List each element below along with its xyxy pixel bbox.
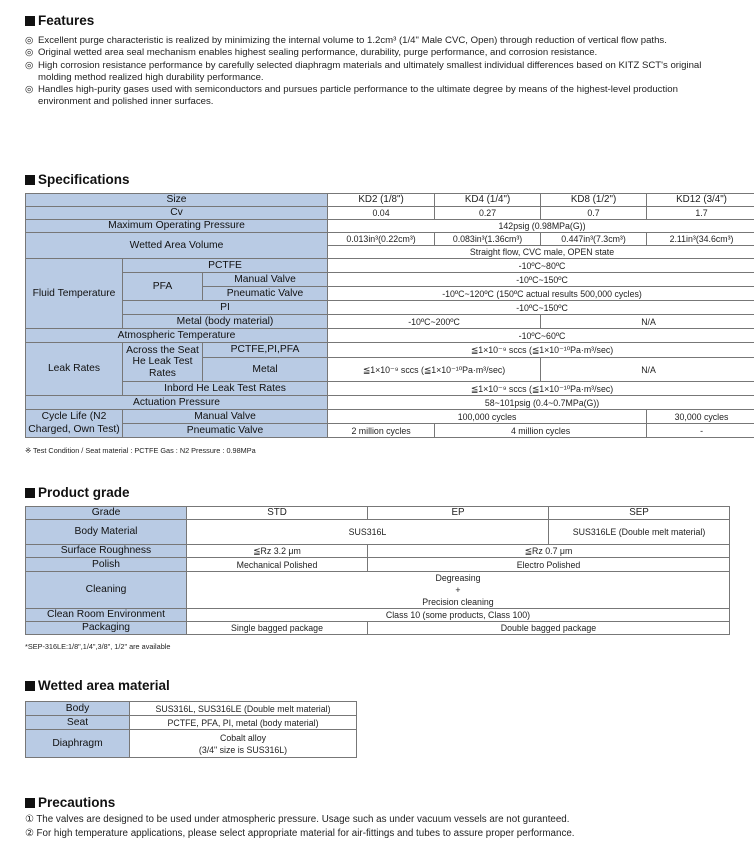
atm-temp-value: -10ºC~60ºC bbox=[328, 329, 754, 343]
body-material-std-ep: SUS316L bbox=[187, 520, 549, 545]
seat-leak-metal-na: N/A bbox=[541, 358, 754, 382]
feature-item: ◎ Excellent purge characteristic is realized by minimizing the internal volume to 1.2cm³ (1/4" Male CVC, Open) through reduction of vertical flow paths. bbox=[25, 35, 667, 46]
table-row bbox=[26, 382, 754, 396]
table-row bbox=[26, 233, 754, 246]
circle-bullet-icon: ◎ bbox=[25, 59, 34, 71]
wetted-volume-label: Wetted Area Volume bbox=[26, 233, 328, 259]
size-kd2: KD2 (1/8") bbox=[328, 194, 435, 207]
diaphragm-line: Cobalt alloy bbox=[220, 732, 266, 743]
cycle-pneumatic-mid: 4 million cycles bbox=[435, 424, 647, 438]
table-row bbox=[26, 424, 754, 438]
pi-value: -10ºC~150ºC bbox=[328, 301, 754, 315]
packaging-label: Packaging bbox=[26, 622, 187, 635]
table-row bbox=[26, 273, 754, 287]
grade-note: *SEP-316LE:1/8",1/4",3/8", 1/2" are available bbox=[25, 642, 171, 651]
table-row bbox=[26, 329, 754, 343]
actuation-value: 58~101psig (0.4~0.7MPa(G)) bbox=[328, 396, 754, 410]
features-list bbox=[25, 35, 720, 109]
cv-label: Cv bbox=[26, 207, 328, 220]
square-bullet-icon bbox=[25, 16, 35, 26]
grade-std: STD bbox=[187, 507, 368, 520]
diaphragm-line: (3/4" size is SUS316L) bbox=[198, 744, 288, 755]
body-material-sep: SUS316LE (Double melt material) bbox=[549, 520, 730, 545]
pfa-pneumatic-value: -10ºC~120ºC (150ºC actual results 500,000 cycles) bbox=[328, 287, 754, 301]
table-row bbox=[26, 410, 754, 424]
wetted-volume-value: 0.013in³(0.22cm³) bbox=[328, 233, 435, 246]
surface-roughness-ep-sep: ≦Rz 0.7 μm bbox=[368, 545, 730, 558]
polish-label: Polish bbox=[26, 558, 187, 572]
table-row bbox=[26, 545, 730, 558]
inbord-label: Inbord He Leak Test Rates bbox=[123, 382, 328, 396]
cycle-manual-value: 100,000 cycles bbox=[328, 410, 647, 424]
size-kd12: KD12 (3/4") bbox=[647, 194, 754, 207]
inbord-value: ≦1×10⁻⁹ sccs (≦1×10⁻¹⁰Pa·m³/sec) bbox=[328, 382, 754, 396]
clean-room-label: Clean Room Environment bbox=[26, 609, 187, 622]
size-label: Size bbox=[26, 194, 328, 207]
table-row bbox=[26, 716, 357, 730]
polish-ep-sep: Electro Polished bbox=[368, 558, 730, 572]
circle-bullet-icon: ◎ bbox=[25, 35, 34, 46]
table-row bbox=[26, 194, 754, 207]
surface-roughness-label: Surface Roughness bbox=[26, 545, 187, 558]
metal-label: Metal bbox=[203, 358, 328, 382]
cv-value: 0.7 bbox=[541, 207, 647, 220]
seat-leak-label: Across the Seat He Leak Test Rates bbox=[123, 343, 203, 382]
metal-body-label: Metal (body material) bbox=[123, 315, 328, 329]
wetted-volume-value: 0.083in³(1.36cm³) bbox=[435, 233, 541, 246]
wetted-seat-value: PCTFE, PFA, PI, metal (body material) bbox=[130, 716, 357, 730]
product-grade-table bbox=[25, 506, 730, 635]
size-kd8: KD8 (1/2") bbox=[541, 194, 647, 207]
max-pressure-label: Maximum Operating Pressure bbox=[26, 220, 328, 233]
square-bullet-icon bbox=[25, 681, 35, 691]
surface-roughness-std: ≦Rz 3.2 μm bbox=[187, 545, 368, 558]
wetted-diaphragm-value bbox=[130, 730, 357, 758]
grade-ep: EP bbox=[368, 507, 549, 520]
pfa-manual-label: Manual Valve bbox=[203, 273, 328, 287]
cycle-pneumatic-label: Pneumatic Valve bbox=[123, 424, 328, 438]
cycle-pneumatic-kd2: 2 million cycles bbox=[328, 424, 435, 438]
pfa-manual-value: -10ºC~150ºC bbox=[328, 273, 754, 287]
grade-label: Grade bbox=[26, 507, 187, 520]
cycle-life-label: Cycle Life (N2 Charged, Own Test) bbox=[26, 410, 123, 438]
feature-item: ◎ High corrosion resistance performance by carefully selected diaphragm materials and ultimately smallest individual differences based on KITZ SCT's original molding method realized high durability performance. bbox=[25, 59, 702, 83]
circle-bullet-icon: ◎ bbox=[25, 47, 34, 59]
wetted-volume-value: 2.11in³(34.6cm³) bbox=[647, 233, 754, 246]
cv-value: 0.04 bbox=[328, 207, 435, 220]
body-material-label: Body Material bbox=[26, 520, 187, 545]
clean-room-value: Class 10 (some products, Class 100) bbox=[187, 609, 730, 622]
pfa-label: PFA bbox=[123, 273, 203, 301]
table-row bbox=[26, 207, 754, 220]
table-row bbox=[26, 220, 754, 233]
wetted-seat-label: Seat bbox=[26, 716, 130, 730]
wetted-diaphragm-label: Diaphragm bbox=[26, 730, 130, 758]
table-row bbox=[26, 622, 730, 635]
wetted-body-value: SUS316L, SUS316LE (Double melt material) bbox=[130, 702, 357, 716]
wetted-area-table bbox=[25, 701, 357, 758]
table-row bbox=[26, 609, 730, 622]
grade-sep: SEP bbox=[549, 507, 730, 520]
square-bullet-icon bbox=[25, 798, 35, 808]
metal-body-value: -10ºC~200ºC bbox=[328, 315, 541, 329]
precautions-list bbox=[25, 813, 575, 840]
pctfe-value: -10ºC~80ºC bbox=[328, 259, 754, 273]
table-row bbox=[26, 520, 730, 545]
precautions-heading: Precautions bbox=[25, 795, 115, 810]
cv-value: 1.7 bbox=[647, 207, 754, 220]
polish-std: Mechanical Polished bbox=[187, 558, 368, 572]
pctfe-pi-pfa-label: PCTFE,PI,PFA bbox=[203, 343, 328, 358]
feature-item: ◎ Original wetted area seal mechanism enables highest sealing performance, durability, purge performance, and corrosion resistance. bbox=[25, 47, 598, 59]
seat-leak-pctfe-value: ≦1×10⁻⁹ sccs (≦1×10⁻¹⁰Pa·m³/sec) bbox=[328, 343, 754, 358]
wetted-area-heading: Wetted area material bbox=[25, 678, 170, 693]
circle-bullet-icon: ◎ bbox=[25, 84, 34, 96]
packaging-std: Single bagged package bbox=[187, 622, 368, 635]
specs-note: ※ Test Condition / Seat material : PCTFE Gas : N2 Pressure : 0.98MPa bbox=[25, 446, 256, 455]
cycle-manual-label: Manual Valve bbox=[123, 410, 328, 424]
cleaning-line: Degreasing bbox=[435, 573, 481, 583]
actuation-label: Actuation Pressure bbox=[26, 396, 328, 410]
table-row bbox=[26, 396, 754, 410]
atm-temp-label: Atmospheric Temperature bbox=[26, 329, 328, 343]
specifications-table bbox=[25, 193, 754, 438]
product-grade-heading: Product grade bbox=[25, 485, 130, 500]
features-heading: Features bbox=[25, 13, 94, 28]
table-row bbox=[26, 259, 754, 273]
precaution-item: ② For high temperature applications, please select appropriate material for air-fittings and tubes to assure proper performance. bbox=[25, 827, 575, 839]
square-bullet-icon bbox=[25, 175, 35, 185]
table-row bbox=[26, 558, 730, 572]
wetted-volume-note: Straight flow, CVC male, OPEN state bbox=[328, 246, 754, 259]
max-pressure-value: 142psig (0.98MPa(G)) bbox=[328, 220, 754, 233]
square-bullet-icon bbox=[25, 488, 35, 498]
cleaning-value bbox=[187, 572, 730, 609]
leak-rates-label: Leak Rates bbox=[26, 343, 123, 396]
table-row bbox=[26, 507, 730, 520]
cycle-manual-kd12: 30,000 cycles bbox=[647, 410, 754, 424]
size-kd4: KD4 (1/4") bbox=[435, 194, 541, 207]
pi-label: PI bbox=[123, 301, 328, 315]
precaution-item: ① The valves are designed to be used under atmospheric pressure. Usage such as under vacuum vessels are not guranteed. bbox=[25, 814, 570, 825]
pctfe-label: PCTFE bbox=[123, 259, 328, 273]
cycle-pneumatic-kd12: - bbox=[647, 424, 754, 438]
fluid-temperature-label: Fluid Temperature bbox=[26, 259, 123, 329]
table-row bbox=[26, 315, 754, 329]
table-row bbox=[26, 343, 754, 358]
feature-item: ◎ Handles high-purity gases used with semiconductors and pursues particle performance to the ultimate degree by means of the highest-level production environment and polished inner surfaces. bbox=[25, 84, 678, 108]
cleaning-line: Precision cleaning bbox=[422, 597, 494, 607]
cleaning-label: Cleaning bbox=[26, 572, 187, 609]
table-row bbox=[26, 730, 357, 758]
cv-value: 0.27 bbox=[435, 207, 541, 220]
table-row bbox=[26, 572, 730, 609]
table-row bbox=[26, 301, 754, 315]
packaging-ep-sep: Double bagged package bbox=[368, 622, 730, 635]
pfa-pneumatic-label: Pneumatic Valve bbox=[203, 287, 328, 301]
wetted-body-label: Body bbox=[26, 702, 130, 716]
specifications-heading: Specifications bbox=[25, 172, 130, 187]
metal-body-na: N/A bbox=[541, 315, 754, 329]
seat-leak-metal-value: ≦1×10⁻⁹ sccs (≦1×10⁻¹⁰Pa·m³/sec) bbox=[328, 358, 541, 382]
table-row bbox=[26, 702, 357, 716]
cleaning-line: + bbox=[455, 585, 461, 595]
wetted-volume-value: 0.447in³(7.3cm³) bbox=[541, 233, 647, 246]
